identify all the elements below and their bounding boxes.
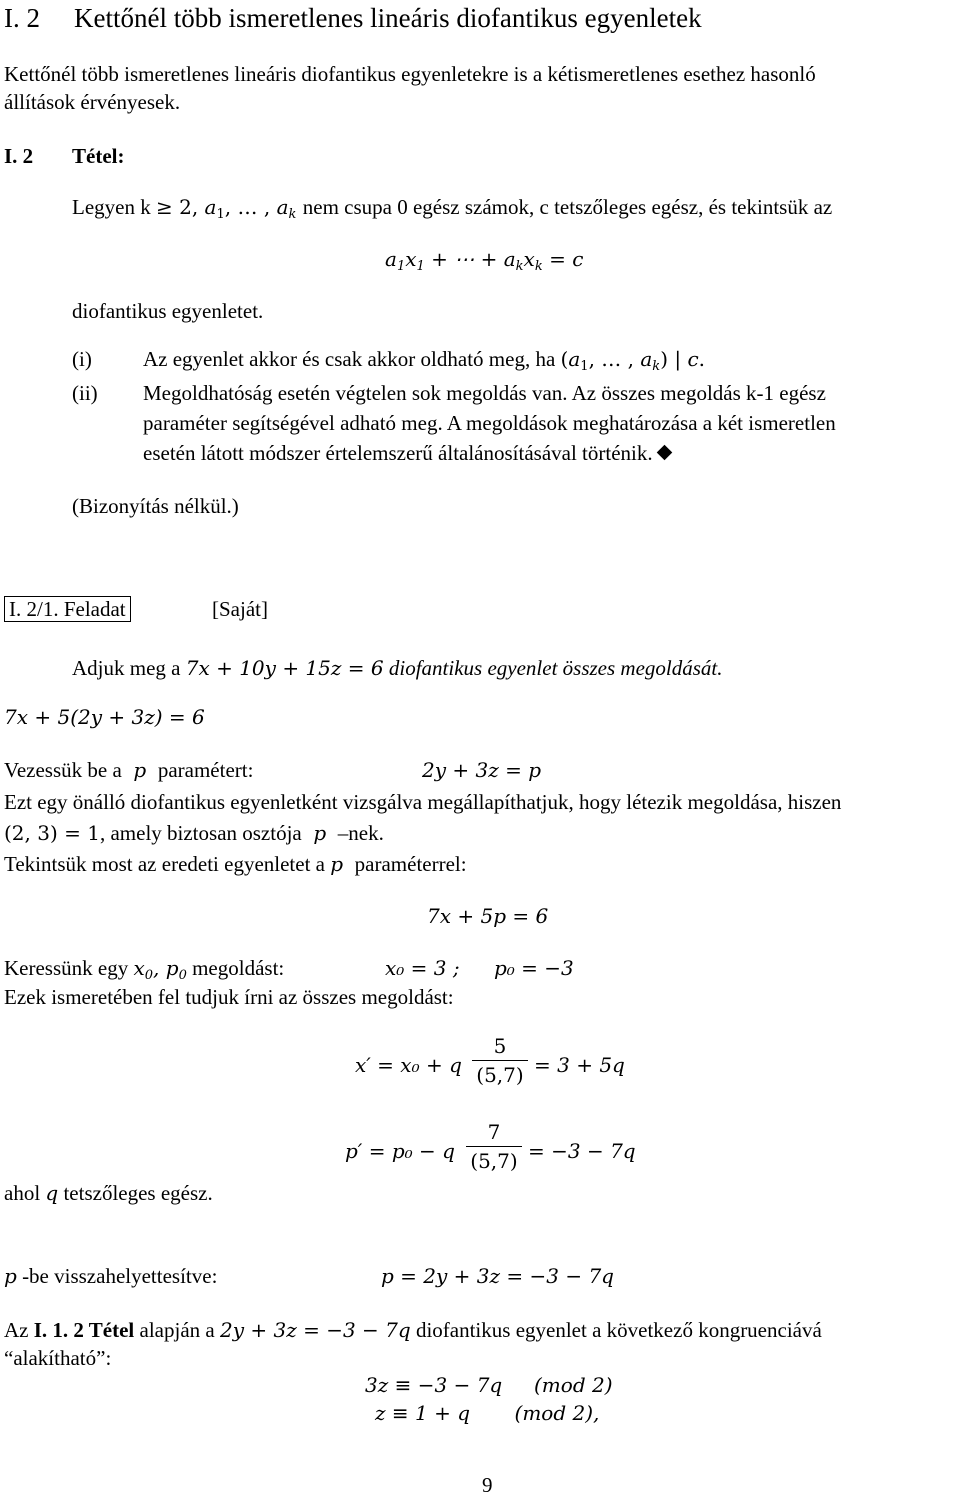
section-title: Kettőnél több ismeretlenes lineáris diofantikus egyenletek: [74, 3, 702, 33]
consider-end: paraméterrel:: [354, 852, 467, 876]
solvable-line-2-text: , amely biztosan osztója: [99, 821, 302, 845]
reduced-equation: 7x + 5p = 6: [427, 904, 549, 928]
theorem-number: I. 2: [4, 144, 34, 168]
ref-line-2: “alakítható”:: [4, 1346, 112, 1370]
q-note: [4, 1180, 213, 1206]
ref-start: Az: [4, 1318, 29, 1342]
subst-equation: p = 2y + 3z = −3 − 7q: [381, 1264, 614, 1288]
q-note-end: tetszőleges egész.: [63, 1181, 213, 1205]
math-p: p: [127, 758, 153, 782]
theorem-label: Tétel:: [72, 144, 125, 168]
param-intro-end: paramétert:: [157, 758, 254, 782]
exercise-label: [4, 596, 131, 622]
theorem-line-2: diofantikus egyenletet.: [72, 299, 264, 323]
item-i-statement: Az egyenlet akkor és csak akkor oldható meg, ha: [143, 347, 556, 371]
item-ii-line-1: Megoldhatóság esetén végtelen sok megoldás van. Az összes megoldás k-1 egész: [143, 381, 826, 405]
x-solution-lhs: x′ = x₀ + q: [355, 1053, 462, 1077]
all-solutions-line: Ezek ismeretében fel tudjuk írni az összes megoldást:: [4, 985, 454, 1009]
math-gcd-2-3: (2, 3) = 1: [4, 821, 100, 845]
item-i-label: (i): [72, 347, 92, 371]
subst-line: [4, 1263, 217, 1289]
math-p-2: p: [307, 821, 333, 845]
ref-end: diofantikus egyenlet a következő kongruenciává: [415, 1318, 822, 1342]
proof-note: (Bizonyítás nélkül.): [72, 494, 239, 518]
math-k-geq-2: ≥ 2, $a_1$, … , $a_k$: [155, 195, 297, 222]
p-solution-rhs: = −3 − 7q: [528, 1139, 636, 1163]
solvable-line-1: Ezt egy önálló diofantikus egyenletként vizsgálva megállapíthatjuk, hogy létezik megoldása, hiszen: [4, 790, 842, 814]
param-intro-start: Vezessük be a: [4, 758, 122, 782]
exercise-source: [Saját]: [212, 597, 268, 621]
intro-line-2: állítások érvényesek.: [4, 90, 181, 114]
item-ii-line-2: paraméter segítségével adható meg. A megoldások meghatározása a két ismeretlen: [143, 411, 836, 435]
theorem-line-1-start: Legyen k: [72, 195, 151, 219]
x-fraction-denominator: (5,7): [476, 1063, 524, 1087]
item-ii-line-3-text: esetén látott módszer értelemszerű általánosításával történik.: [143, 441, 653, 465]
item-ii-line-3: [143, 440, 670, 466]
page-number: 9: [482, 1473, 493, 1497]
solvable-line-2: [4, 820, 384, 846]
consider-start: Tekintsük most az eredeti egyenletet a: [4, 852, 325, 876]
ref-line-1: [4, 1317, 822, 1343]
ref-equation: 2y + 3z = −3 − 7q: [219, 1318, 411, 1342]
intro-line-1: Kettőnél több ismeretlenes lineáris diofantikus egyenletekre is a kétismeretlenes esethez hasonló: [4, 62, 816, 86]
item-ii-label: (ii): [72, 381, 98, 405]
theorem-line-1: [72, 194, 832, 220]
math-gcd-divides-c: ($a_1$, … , $a_k$) | c.: [560, 347, 706, 374]
p-fraction-bar: [466, 1146, 522, 1147]
ref-middle: alapján a: [139, 1318, 215, 1342]
subst-text: -be visszahelyettesítve:: [22, 1264, 218, 1288]
regrouped-equation: 7x + 5(2y + 3z) = 6: [4, 705, 205, 729]
p-solution-fraction: [466, 1120, 522, 1173]
theorem-line-1-end: nem csupa 0 egész számok, c tetszőleges egész, és tekintsük az: [302, 195, 833, 219]
particular-end: megoldást:: [192, 956, 285, 980]
particular-x0: x₀ = 3 ;: [385, 956, 460, 980]
param-intro: [4, 757, 253, 783]
exercise-main-equation: 7x + 10y + 15z = 6: [185, 656, 384, 680]
end-of-theorem-diamond-icon: [656, 445, 672, 461]
exercise-prompt-end: diofantikus egyenlet összes megoldását.: [388, 656, 723, 680]
exercise-prompt: [72, 655, 723, 681]
x-solution-rhs: = 3 + 5q: [534, 1053, 625, 1077]
solvable-line-2-end: –nek.: [337, 821, 384, 845]
particular-line: [4, 955, 284, 981]
ref-theorem: I. 1. 2 Tétel: [33, 1318, 135, 1342]
q-note-start: ahol: [4, 1181, 41, 1205]
x-fraction-numerator: 5: [493, 1034, 507, 1058]
congruence-2: z ≡ 1 + q (mod 2),: [375, 1401, 600, 1425]
math-p-4: p: [4, 1264, 17, 1288]
math-p-3: p: [330, 852, 350, 876]
x-fraction-bar: [472, 1060, 528, 1061]
math-x0-p0: $x_0$, $p_0$: [133, 956, 187, 983]
math-q: q: [45, 1181, 59, 1205]
particular-start: Keressünk egy: [4, 956, 129, 980]
exercise-label-box: I. 2/1. Feladat: [4, 596, 131, 622]
x-solution-fraction: [472, 1034, 528, 1087]
section-number: I. 2: [4, 3, 40, 33]
p-fraction-numerator: 7: [487, 1120, 501, 1144]
param-equation: 2y + 3z = p: [422, 758, 542, 782]
p-solution-lhs: p′ = p₀ − q: [345, 1139, 455, 1163]
particular-p0: p₀ = −3: [494, 956, 574, 980]
exercise-prompt-start: Adjuk meg a: [72, 656, 181, 680]
item-i-text: [143, 346, 705, 372]
consider-line: [4, 851, 467, 877]
theorem-equation: $a_1x_1$ + ⋯ + $a_kx_k = c$: [385, 247, 584, 274]
congruence-1: 3z ≡ −3 − 7q (mod 2): [365, 1373, 613, 1397]
p-fraction-denominator: (5,7): [470, 1149, 518, 1173]
